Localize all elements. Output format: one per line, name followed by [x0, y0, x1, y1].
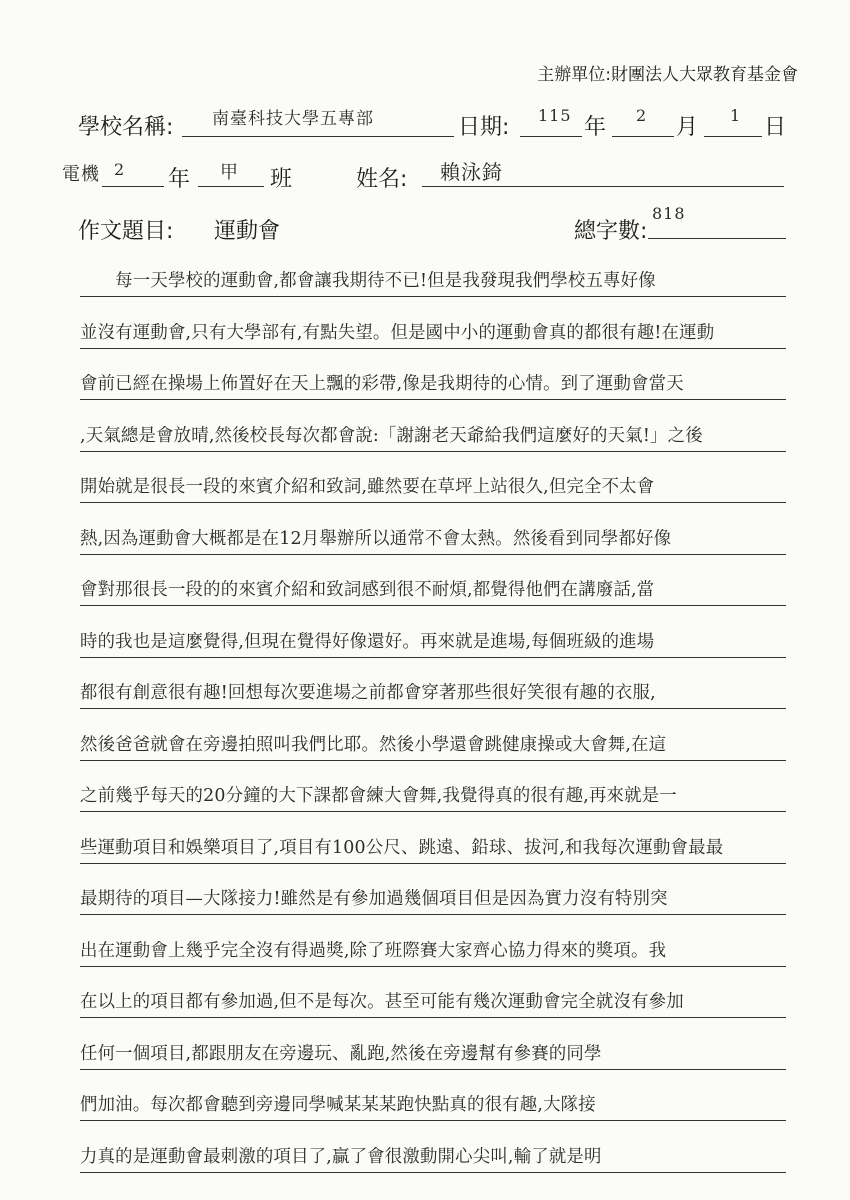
- year-label: 年: [584, 115, 607, 140]
- essay-line: [80, 403, 786, 452]
- topic-row: [0, 204, 850, 244]
- essay-line: [80, 1072, 786, 1121]
- essay-line: [80, 763, 786, 812]
- date-year-value[interactable]: 115: [538, 106, 572, 125]
- date-day-value[interactable]: 1: [730, 106, 742, 125]
- essay-line-text: 並沒有運動會,只有大學部有,有點失望。但是國中小的運動會真的都很有趣!在運動: [80, 322, 715, 343]
- essay-line-text: 每一天學校的運動會,都會讓我期待不已!但是我發現我們學校五專好像: [80, 271, 656, 291]
- date-day-line: [704, 136, 762, 137]
- essay-line-text: 會前已經在操場上佈置好在天上飄的彩帶,像是我期待的心情。到了運動會當天: [80, 374, 684, 394]
- school-label: 學校名稱:: [78, 115, 174, 140]
- essay-line: [80, 969, 786, 1018]
- class-line: [198, 186, 264, 187]
- essay-line: [80, 454, 786, 503]
- month-label: 月: [676, 115, 699, 140]
- grade-label: 年: [168, 167, 191, 192]
- essay-line: [80, 918, 786, 967]
- essay-line-text: ,天氣總是會放晴,然後校長每次都會說:「謝謝老天爺給我們這麼好的天氣!」之後: [80, 425, 703, 446]
- essay-line: [80, 1124, 786, 1173]
- school-line: [182, 136, 454, 137]
- essay-line-text: 熱,因為運動會大概都是在12月舉辦所以通常不會太熱。然後看到同學都好像: [80, 528, 672, 549]
- topic-value: 運動會: [214, 219, 281, 244]
- essay-line: [80, 557, 786, 606]
- essay-line: [80, 712, 786, 761]
- essay-line-text: 然後爸爸就會在旁邊拍照叫我們比耶。然後小學還會跳健康操或大會舞,在這: [80, 734, 667, 755]
- essay-line: [80, 660, 786, 709]
- dept-value[interactable]: 電機: [62, 164, 100, 185]
- class-label: 班: [270, 167, 293, 192]
- essay-line-text: 些運動項目和娛樂項目了,項目有100公尺、跳遠、鉛球、拔河,和我每次運動會最最: [80, 837, 724, 858]
- day-label: 日: [764, 115, 787, 140]
- essay-line-text: 力真的是運動會最刺激的項目了,贏了會很激動開心尖叫,輸了就是明: [80, 1146, 602, 1167]
- school-value[interactable]: 南臺科技大學五專部: [212, 109, 374, 129]
- class-name-row: [0, 152, 850, 192]
- date-year-line: [520, 136, 582, 137]
- essay-line-text: 會對那很長一段的的來賓介紹和致詞感到很不耐煩,都覺得他們在講廢話,當: [80, 580, 655, 600]
- grade-line: [102, 186, 164, 187]
- essay-line-text: 最期待的項目—大隊接力!雖然是有參加過幾個項目但是因為實力沒有特別突: [80, 889, 668, 909]
- essay-line: [80, 1021, 786, 1070]
- essay-line-text: 出在運動會上幾乎完全沒有得過獎,除了班際賽大家齊心協力得來的獎項。我: [80, 940, 667, 961]
- grade-value[interactable]: 2: [114, 160, 126, 179]
- name-label: 姓名:: [356, 167, 408, 192]
- word-count-line: [648, 238, 786, 239]
- word-count-value[interactable]: 818: [652, 204, 686, 223]
- essay-line-text: 開始就是很長一段的來賓介紹和致詞,雖然要在草坪上站很久,但完全不太會: [80, 477, 655, 497]
- organizer-text: 主辦單位:財團法人大眾教育基金會: [537, 65, 798, 85]
- essay-line-text: 們加油。每次都會聽到旁邊同學喊某某某跑快點真的很有趣,大隊接: [80, 1095, 596, 1115]
- essay-line: [80, 506, 786, 555]
- class-value[interactable]: 甲: [220, 162, 239, 183]
- name-value[interactable]: 賴泳錡: [440, 160, 503, 184]
- essay-line-text: 在以上的項目都有參加過,但不是每次。甚至可能有幾次運動會完全就沒有參加: [80, 992, 684, 1012]
- date-month-line: [612, 136, 674, 137]
- essay-line: [80, 351, 786, 400]
- school-date-row: [0, 100, 850, 140]
- essay-line-text: 都很有創意很有趣!回想每次要進場之前都會穿著那些很好笑很有趣的衣服,: [80, 683, 656, 703]
- essay-line: [80, 609, 786, 658]
- word-count-label: 總字數:: [574, 219, 648, 244]
- essay-line-text: 之前幾乎每天的20分鐘的大下課都會練大會舞,我覺得真的很有趣,再來就是一: [80, 786, 677, 806]
- essay-line: [80, 815, 786, 864]
- topic-label: 作文題目:: [78, 219, 174, 244]
- essay-line-text: 時的我也是這麼覺得,但現在覺得好像還好。再來就是進場,每個班級的進場: [80, 631, 655, 652]
- essay-line: [80, 300, 786, 349]
- essay-line: [80, 866, 786, 915]
- essay-line: [80, 248, 786, 297]
- date-month-value[interactable]: 2: [636, 106, 648, 125]
- name-line: [422, 186, 784, 187]
- essay-line-text: 任何一個項目,都跟朋友在旁邊玩、亂跑,然後在旁邊幫有參賽的同學: [80, 1043, 602, 1064]
- date-label: 日期:: [458, 115, 510, 140]
